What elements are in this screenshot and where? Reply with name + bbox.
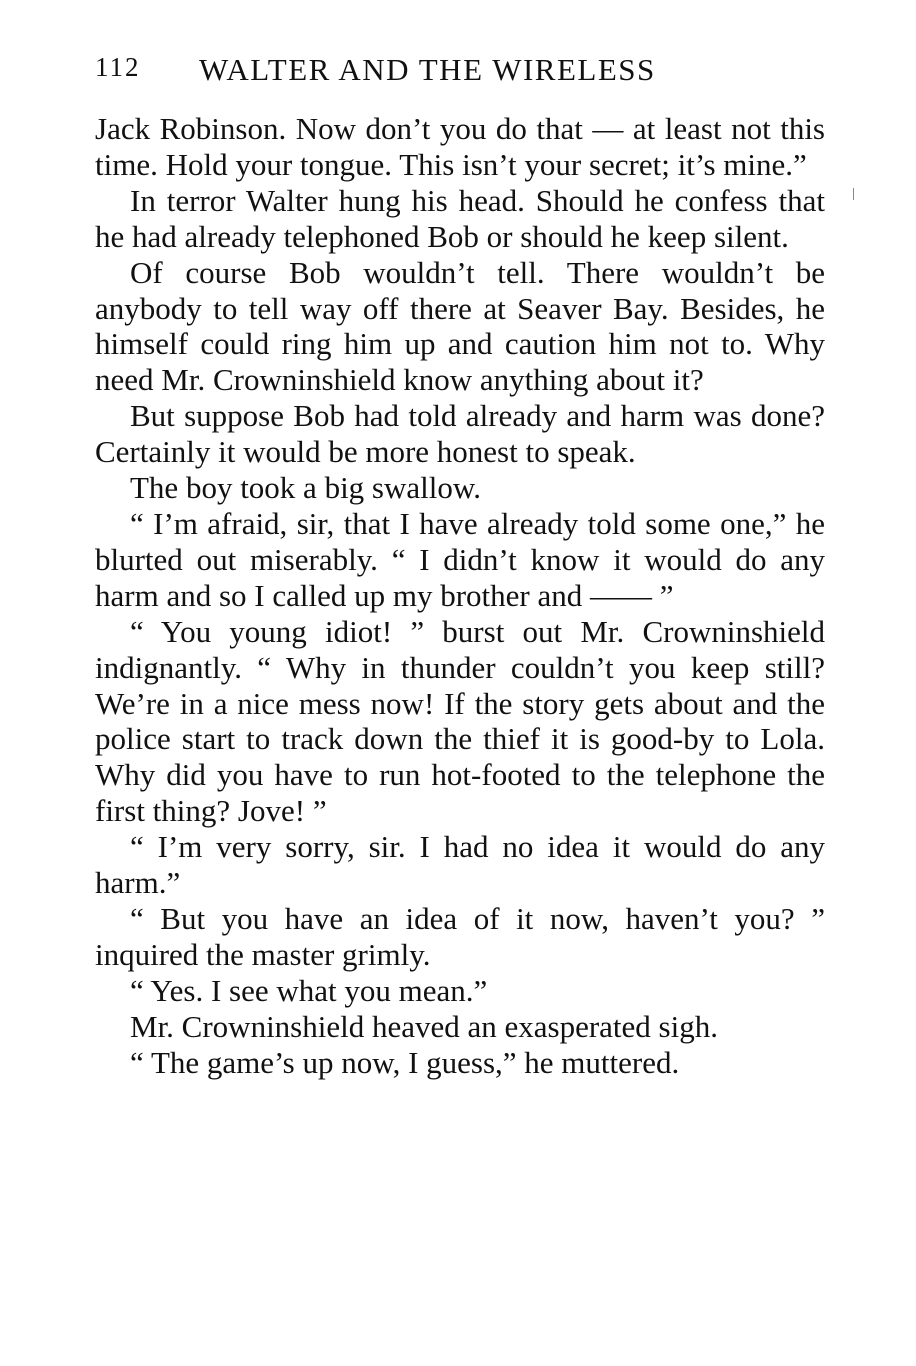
- running-title: WALTER AND THE WIRELESS: [199, 52, 656, 87]
- paragraph: Of course Bob wouldn’t tell. There wouldn’t be anybody to tell way off there at Seaver Bay. Besides, he himself could ring him up and caution him not to. Why need Mr. Crowninshield know anything about it?: [95, 254, 825, 398]
- paragraph: “ But you have an idea of it now, haven’t you? ” inquired the master grimly.: [95, 900, 825, 972]
- paragraph: “ Yes. I see what you mean.”: [130, 972, 488, 1008]
- margin-mark: [853, 188, 854, 200]
- paragraph: “ The game’s up now, I guess,” he muttered.: [130, 1044, 680, 1080]
- paragraph: Mr. Crowninshield heaved an exasperated sigh.: [130, 1008, 718, 1044]
- paragraph: “ You young idiot! ” burst out Mr. Crowninshield indignantly. “ Why in thunder couldn’t you keep still? We’re in a nice mess now! If the story gets about and the police start to track down the thief it is good-by to Lola. Why did you have to run hot-footed to the telephone the first thing? Jove! ”: [95, 613, 825, 829]
- paragraph: The boy took a big swallow.: [130, 470, 481, 506]
- paragraph: “ I’m very sorry, sir. I had no idea it would do any harm.”: [95, 829, 825, 901]
- page-number: 112: [95, 52, 141, 82]
- paragraph-continued: Jack Robinson. Now don’t you do that — at least not this time. Hold your tongue. This isn’t your secret; it’s mine.”: [95, 111, 825, 182]
- paragraph: “ I’m afraid, sir, that I have already told some one,” he blurted out miserably. “ I didn’t know it would do any harm and so I called up my brother and —— ”: [95, 505, 825, 613]
- body-text: [95, 111, 825, 1080]
- paragraph: But suppose Bob had told already and harm was done? Certainly it would be more honest to speak.: [95, 398, 825, 470]
- paragraph: In terror Walter hung his head. Should he confess that he had already telephoned Bob or should he keep silent.: [95, 182, 825, 254]
- page-header: [95, 52, 825, 92]
